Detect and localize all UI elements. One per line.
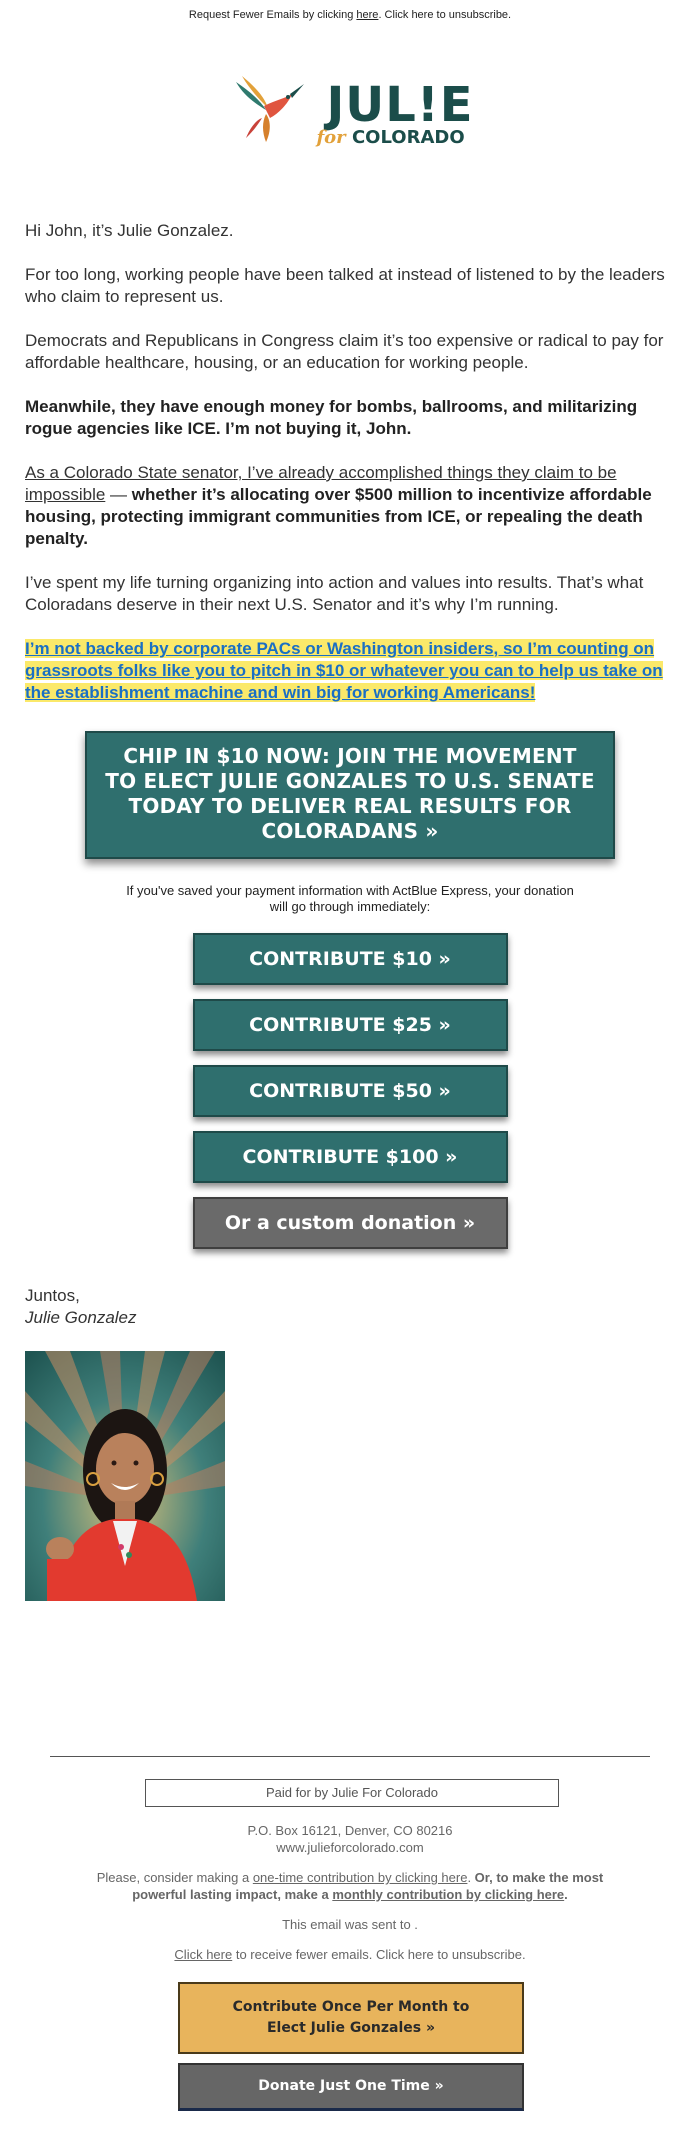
chip-in-10-button[interactable]: CHIP IN $10 NOW: JOIN THE MOVEMENT TO ELECT JULIE GONZALES TO U.S. SENATE TODAY TO DELIVER REAL RESULTS FOR COLORADANS » [85, 731, 615, 859]
grassroots-donate-link[interactable]: I’m not backed by corporate PACs or Washington insiders, so I’m counting on grassroots folks like you to pitch in $10 or whatever you can to help us take on the establishment machine and win big for working Americans! [25, 639, 663, 702]
consider-end: . [564, 1887, 568, 1902]
monthly-contribute-button[interactable]: Contribute Once Per Month to Elect Julie Gonzales » [178, 1982, 524, 2054]
contribution-buttons [25, 933, 675, 1263]
footer-consider [0, 1869, 700, 1903]
consider-pre: Please, consider making a [96, 1870, 253, 1885]
logo-subtitle [316, 128, 464, 148]
paragraph-2: Democrats and Republicans in Congress claim it’s too expensive or radical to pay for affordable healthcare, housing, or an education for working people. [25, 331, 664, 372]
email-body [0, 220, 700, 1601]
consider-bold-pre: Or, to make the most powerful lasting impact, make a [132, 1870, 604, 1902]
logo-colorado: COLORADO [351, 127, 465, 148]
logo-text [316, 77, 474, 148]
contribute-50-button[interactable]: CONTRIBUTE $50 » [193, 1065, 508, 1117]
signoff-name: Julie Gonzalez [25, 1308, 137, 1327]
paragraph-1: For too long, working people have been talked at instead of listened to by the leaders who claim to represent us. [25, 265, 665, 306]
greeting: Hi John, it’s Julie Gonzalez. [25, 221, 234, 240]
paragraph-4-bold: whether it’s allocating over $500 million to incentivize affordable housing, protecting immigrant communities from ICE, or repealing the death penalty. [25, 485, 652, 548]
campaign-logo [0, 70, 700, 160]
footer-fewer-text: to receive fewer emails. Click here to unsubscribe. [232, 1947, 526, 1962]
paid-for-by-box: Paid for by Julie For Colorado [145, 1779, 559, 1807]
contribute-25-button[interactable]: CONTRIBUTE $25 » [193, 999, 508, 1051]
signoff-closing: Juntos, [25, 1286, 80, 1305]
paragraph-4-dash: — [105, 485, 132, 504]
monthly-contribution-link[interactable]: monthly contribution by clicking here [332, 1887, 565, 1902]
paragraph-4 [25, 462, 675, 550]
footer-fewer-emails [0, 1946, 700, 1963]
contribute-100-button[interactable]: CONTRIBUTE $100 » [193, 1131, 508, 1183]
one-time-contribution-link[interactable]: one-time contribution by clicking here [252, 1870, 468, 1885]
footer-website: www.julieforcolorado.com [276, 1840, 424, 1855]
footer-address: P.O. Box 16121, Denver, CO 80216 [247, 1823, 453, 1838]
top-note-post: . Click here to unsubscribe. [378, 9, 512, 21]
custom-donation-button[interactable]: Or a custom donation » [193, 1197, 508, 1249]
paragraph-6 [25, 638, 675, 704]
top-note-pre: Request Fewer Emails by clicking [188, 9, 357, 21]
footer-sent-to: This email was sent to . [282, 1917, 418, 1932]
logo-for: for [316, 127, 346, 148]
footer-click-here-link[interactable]: Click here [174, 1947, 233, 1962]
consider-mid: . [467, 1870, 475, 1885]
actblue-express-note: If you've saved your payment information with ActBlue Express, your donation will go through immediately: [126, 883, 574, 914]
footer-divider [50, 1756, 650, 1757]
fewer-emails-link[interactable]: here [356, 9, 379, 21]
candidate-photo [25, 1351, 225, 1601]
one-time-donate-button[interactable]: Donate Just One Time » [178, 2063, 524, 2111]
paragraph-3: Meanwhile, they have enough money for bombs, ballrooms, and militarizing rogue agencies like ICE. I’m not buying it, John. [25, 397, 638, 438]
signoff [25, 1285, 675, 1329]
top-unsubscribe-note [0, 0, 700, 28]
logo-name: JUL!E [326, 77, 474, 133]
candidate-portrait-image [25, 1351, 225, 1601]
contribute-10-button[interactable]: CONTRIBUTE $10 » [193, 933, 508, 985]
paragraph-5: I’ve spent my life turning organizing into action and values into results. That’s what Coloradans deserve in their next U.S. Senator and it’s why I’m running. [25, 573, 644, 614]
accomplishments-link[interactable]: As a Colorado State senator, I’ve already accomplished things they claim to be impossible [25, 463, 617, 504]
